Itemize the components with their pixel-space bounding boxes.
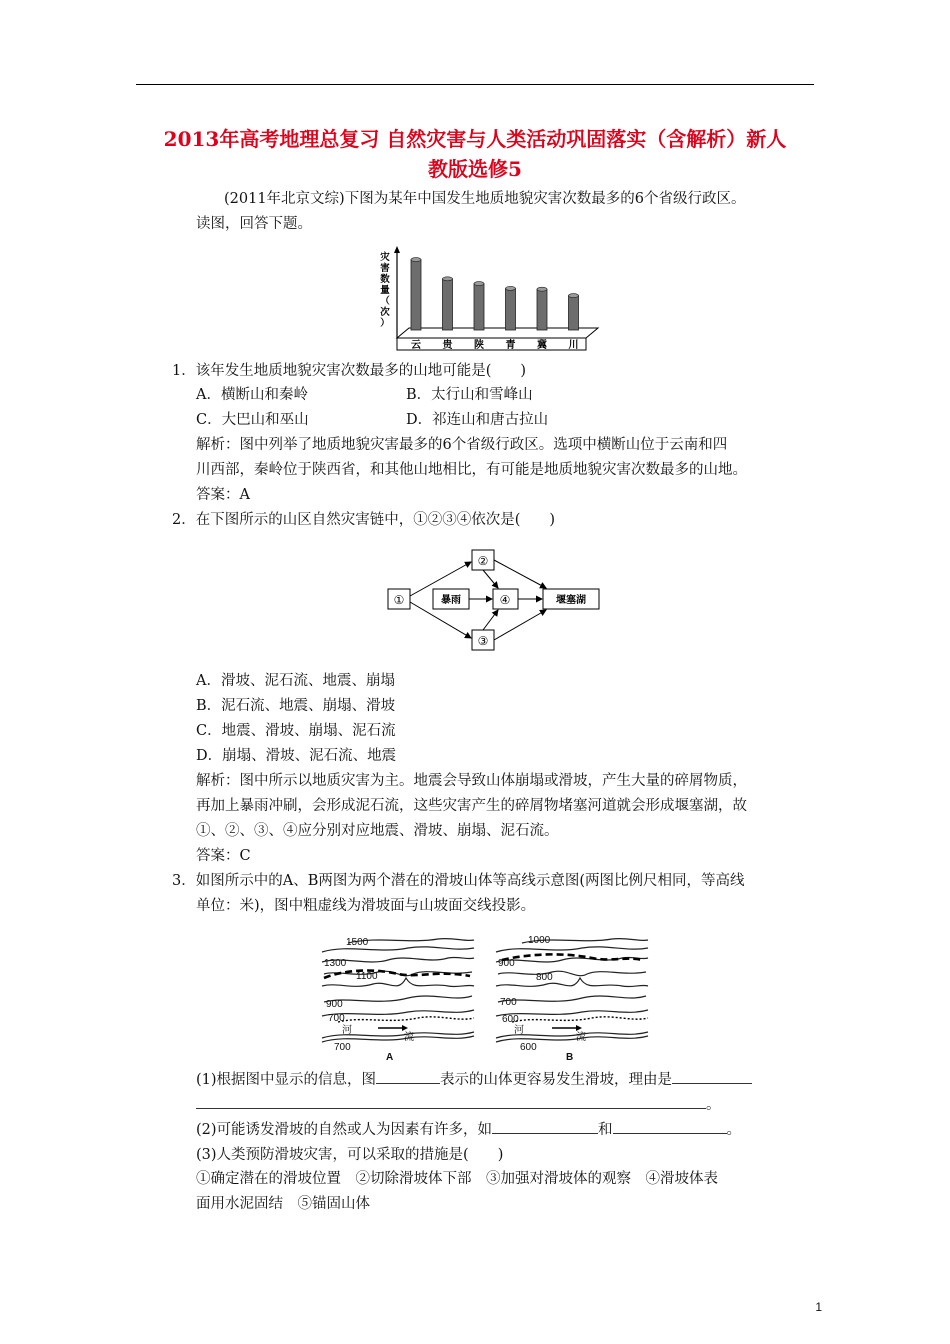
map-a-label: A (386, 1052, 394, 1062)
contour-label: 800 (536, 972, 553, 983)
q2-option-d: D．崩塌、滑坡、泥石流、地震 (196, 748, 397, 764)
node-4-label: ④ (499, 593, 511, 607)
x-tick-label: 川 (568, 340, 579, 351)
q3-measures-1: ①确定潜在的滑坡位置 ②切除滑坡体下部 ③加强对滑坡体的观察 ④滑坡体表 (196, 1171, 718, 1187)
bar-top-青 (506, 286, 516, 290)
bar-陕 (474, 284, 484, 330)
bar-top-云 (411, 258, 421, 262)
header-rule (136, 84, 814, 85)
ylabel-char: 量 (380, 285, 390, 296)
river-label-2: 流 (576, 1032, 586, 1043)
x-tick-label: 云 (411, 340, 421, 351)
contour-label: 1100 (356, 971, 378, 982)
q1-option-a: A．横断山和秦岭 (196, 387, 308, 403)
q1-stem: 1．该年发生地质地貌灾害次数最多的山地可能是( ) (172, 363, 527, 379)
q2-analysis-1: 解析：图中所示以地质灾害为主。地震会导致山体崩塌或滑坡，产生大量的碎屑物质， (196, 773, 747, 789)
contour-label: 600 (520, 1042, 537, 1053)
contour-line (498, 971, 646, 976)
river-label-1: 河 (514, 1025, 524, 1036)
x-label-band (397, 338, 586, 350)
disaster-chain-diagram (386, 546, 602, 656)
contour-line (496, 978, 648, 987)
river-bank (512, 1017, 648, 1022)
contour-line (496, 947, 648, 952)
ylabel-char: （ (380, 296, 390, 307)
map-b-label: B (566, 1052, 574, 1062)
x-tick-label: 陕 (474, 340, 484, 351)
contour-line (322, 978, 474, 987)
contour-label: 600 (502, 1014, 519, 1025)
contour-map-a (318, 930, 478, 1062)
q3-sub2-text-b: 和 (598, 1122, 613, 1138)
rain-label: 暴雨 (441, 595, 461, 606)
river-flow-arrowhead (402, 1025, 408, 1031)
q3-sub1-blank-map[interactable] (376, 1070, 440, 1084)
q1-answer: 答案：A (196, 487, 250, 503)
ylabel-char: 灾 (380, 252, 390, 263)
contour-label: 700 (500, 997, 517, 1008)
ylabel-char: 害 (380, 263, 390, 274)
x-tick-label: 青 (505, 340, 516, 351)
contour-label: 1000 (528, 935, 551, 946)
chart-floor (397, 328, 598, 338)
ylabel-char: 数 (380, 274, 390, 285)
chart-ylabel (380, 251, 390, 329)
slide-boundary-dashed (502, 954, 642, 960)
contour-line (322, 1010, 474, 1016)
contour-line (496, 1010, 648, 1016)
node-3-label: ③ (477, 634, 489, 648)
document-title (120, 124, 830, 184)
q3-sub2 (196, 1120, 741, 1140)
bar-top-川 (569, 294, 579, 298)
arrow-3-lake (494, 610, 546, 640)
q2-answer: 答案：C (196, 848, 251, 864)
contour-label: 900 (498, 958, 515, 969)
q3-sub1-blank-reason[interactable] (672, 1070, 752, 1084)
q2-analysis-3: ①、②、③、④应分别对应地震、滑坡、崩塌、泥石流。 (196, 823, 559, 839)
q2-stem: 2．在下图所示的山区自然灾害链中，①②③④依次是( ) (172, 512, 556, 528)
title-line-1: 2013年高考地理总复习 自然灾害与人类活动巩固落实（含解析）新人 (163, 127, 787, 151)
contour-label: 700 (328, 1013, 345, 1024)
contour-map-b (492, 930, 652, 1062)
bar-贵 (443, 279, 453, 330)
x-tick-label: 冀 (537, 340, 547, 351)
q1-option-c: C．大巴山和巫山 (196, 412, 309, 428)
lake-label: 堰塞湖 (556, 595, 586, 606)
q3-sub1-text-a: (1)根据图中显示的信息，图 (196, 1072, 377, 1088)
contour-line (324, 996, 472, 1002)
bar-川 (569, 296, 579, 330)
disaster-bar-chart (376, 244, 606, 356)
contour-label: 700 (334, 1042, 351, 1053)
node-2-label: ② (477, 554, 489, 568)
q2-analysis-2: 再加上暴雨冲刷，会形成泥石流，这些灾害产生的碎屑物堵塞河道就会形成堰塞湖，故 (196, 798, 747, 814)
q1-option-b: B．太行山和雪峰山 (406, 387, 533, 403)
q1-analysis-2: 川西部，秦岭位于陕西省，和其他山地相比，有可能是地质地貌灾害次数最多的山地。 (196, 462, 747, 478)
contour-label: 1500 (346, 937, 369, 948)
title-line-2: 教版选修5 (428, 157, 522, 181)
page-number: 1 (815, 1300, 822, 1314)
bar-top-陕 (474, 282, 484, 286)
river-label-2: 流 (404, 1032, 414, 1043)
q3-sub2-text-a: (2)可能诱发滑坡的自然或人为因素有许多，如 (196, 1122, 493, 1138)
ylabel-char: 次 (380, 307, 390, 318)
q3-sub3: (3)人类预防滑坡灾害，可以采取的措施是( ) (196, 1147, 504, 1163)
contour-label: 1300 (324, 958, 347, 969)
q1-option-d: D．祁连山和唐古拉山 (406, 412, 549, 428)
intro-line-1: (2011年北京文综)下图为某年中国发生地质地貌灾害次数最多的6个省级行政区。 (224, 191, 746, 207)
arrow-3-4 (483, 610, 498, 630)
q3-sub1-text-b: 表示的山体更容易发生滑坡，理由是 (440, 1072, 673, 1088)
q3-sub2-blank-1[interactable] (492, 1120, 598, 1134)
river-flow-arrowhead (576, 1025, 582, 1031)
q3-sub1-blank-reason-cont[interactable] (196, 1095, 706, 1109)
contour-line (498, 996, 646, 1002)
q2-option-a: A．滑坡、泥石流、地震、崩塌 (196, 673, 395, 689)
contour-label: 900 (326, 999, 343, 1010)
bar-冀 (537, 289, 547, 330)
q3-sub1 (196, 1070, 752, 1090)
bar-top-贵 (443, 277, 453, 281)
river-bank (338, 1017, 474, 1022)
q3-measures-2: 面用水泥固结 ⑤锚固山体 (196, 1196, 370, 1212)
x-tick-label: 贵 (442, 340, 453, 351)
ylabel-char: ） (380, 318, 390, 329)
q3-stem-2: 单位：米)，图中粗虚线为滑坡面与山坡面交线投影。 (196, 898, 536, 914)
y-axis-arrow (394, 246, 400, 253)
q3-sub1-end: 。 (706, 1097, 721, 1113)
node-1-label: ① (393, 593, 405, 607)
q3-sub2-end: 。 (726, 1122, 742, 1138)
q3-stem-1: 3．如图所示中的A、B两图为两个潜在的滑坡山体等高线示意图(两图比例尺相同，等高线 (172, 873, 745, 889)
q1-analysis-1: 解析：图中列举了地质地貌灾害最多的6个省级行政区。选项中横断山位于云南和四 (196, 437, 728, 453)
arrow-2-4 (483, 570, 498, 588)
bar-云 (411, 260, 421, 330)
q3-sub2-blank-2[interactable] (613, 1120, 727, 1134)
q2-option-c: C．地震、滑坡、崩塌、泥石流 (196, 723, 396, 739)
arrow-2-lake (494, 560, 546, 588)
river-label-1: 河 (342, 1025, 352, 1036)
contour-line (322, 947, 474, 952)
intro-line-2: 读图，回答下题。 (196, 216, 312, 232)
q3-sub1-cont (196, 1095, 721, 1115)
bar-top-冀 (537, 287, 547, 291)
contour-line (496, 1036, 648, 1042)
q2-option-b: B．泥石流、地震、崩塌、滑坡 (196, 698, 396, 714)
bar-青 (506, 288, 516, 330)
